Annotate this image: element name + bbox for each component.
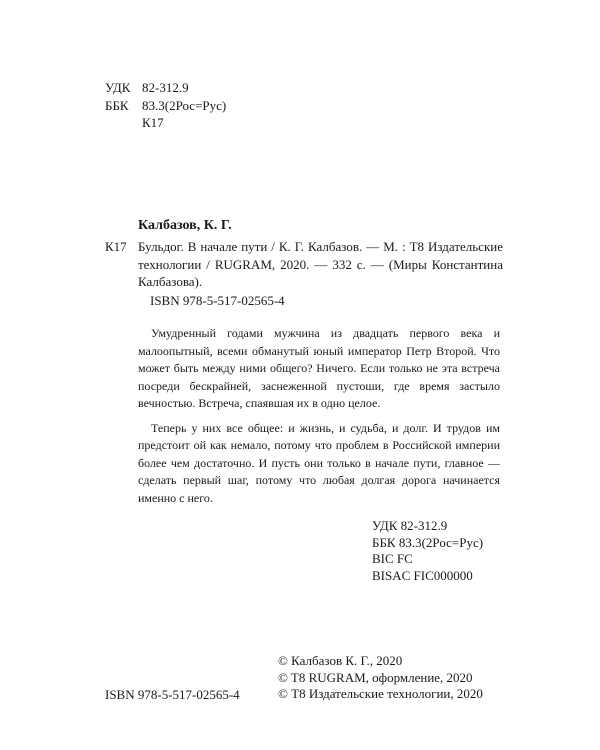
udk-row [105,79,226,97]
bbk-value: 83.3(2Рос=Рус) [142,97,227,113]
abstract-paragraph-2: Теперь у них все общее: и жизнь, и судьба, и долг. И трудов им предстоит ой как немало, потому что проблем в Российской империи более чем достаточно. И пусть они только в начале пути, главное — сделать первый шаг, потому что любая долгая дорога начинается именно с него. [138,420,500,505]
bbk-code: ББК 83.3(2Рос=Рус) [372,534,484,550]
copyright-author: © Калбазов К. Г., 2020 [278,653,403,668]
bbk-label: ББК [105,97,129,113]
udk-code: УДК 82-312.9 [372,518,448,533]
bisac-code: BISAC FIC000000 [372,567,473,583]
bbk-row [105,97,226,115]
isbn-entry: ISBN 978-5-517-02565-4 [150,293,285,308]
top-classification-block [105,79,226,132]
author-mark-row [105,114,226,132]
bic-code: BIC FC [372,551,413,566]
bibliographic-description: Бульдог. В начале пути / К. Г. Калбазов. — М. : Т8 Издательские технологии / RUGRAM, 2020. — 332 с. — (Миры Константина Калбазова). [138,239,503,289]
abstract-paragraph-1: Умудренный годами мужчина из двадцать первого века и малоопытный, всеми обманутый юный император Петр Второй. Что может быть между ними общего? Ничего. Если только не эта встреча посреди бескрайней, заснеженной пустоши, где время застыло вечностью. Встреча, спаявшая их в одно целое. [138,326,500,410]
author-heading: Калбазов, К. Г. [138,218,232,233]
classification-codes [372,518,483,584]
copyright-publisher: © Т8 Издательские технологии, 2020 [278,686,483,701]
abstract [138,325,500,514]
udk-value: 82-312.9 [142,80,189,95]
isbn-bottom: ISBN 978-5-517-02565-4 [105,687,240,702]
author-mark: К17 [105,239,127,254]
copyright-block [278,653,483,703]
udk-label: УДК [105,80,131,95]
copyright-design: © T8 RUGRAM, оформление, 2020 [278,669,473,685]
author-mark-top: К17 [142,115,164,130]
